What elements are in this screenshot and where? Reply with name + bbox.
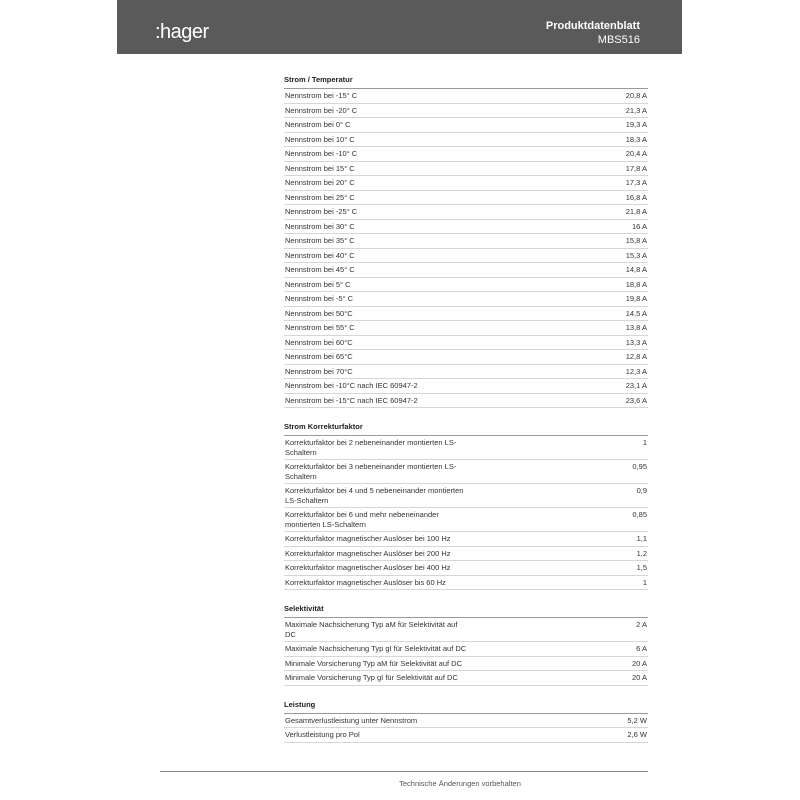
spec-value: 13,3 A bbox=[625, 337, 647, 347]
document-title: Produktdatenblatt bbox=[545, 20, 640, 32]
spec-section bbox=[284, 419, 648, 590]
spec-row bbox=[284, 147, 648, 162]
spec-row bbox=[284, 714, 648, 729]
spec-label: Nennstrom bei 50°C bbox=[285, 308, 353, 318]
spec-value: 1 bbox=[642, 438, 647, 447]
spec-section bbox=[284, 601, 648, 686]
spec-value: 2,6 W bbox=[627, 730, 647, 739]
spec-row bbox=[284, 133, 648, 148]
spec-value: 23,1 A bbox=[625, 381, 647, 390]
spec-value: 1,5 bbox=[636, 563, 647, 572]
spec-value: 1,2 bbox=[636, 548, 647, 558]
spec-row bbox=[284, 394, 648, 409]
spec-row bbox=[284, 278, 648, 293]
section-title: Selektivität bbox=[284, 601, 648, 618]
spec-value: 21,8 A bbox=[625, 207, 647, 216]
spec-value: 20,8 A bbox=[625, 91, 647, 100]
spec-row bbox=[284, 263, 648, 278]
spec-value: 19,8 A bbox=[625, 294, 647, 303]
spec-value: 16 A bbox=[631, 221, 647, 231]
spec-label: Korrekturfaktor bei 6 und mehr nebeneinander montierten LS-Schaltern bbox=[285, 510, 439, 529]
spec-row bbox=[284, 379, 648, 394]
spec-value: 0,95 bbox=[632, 462, 647, 471]
spec-row bbox=[284, 176, 648, 191]
spec-row bbox=[284, 436, 648, 460]
spec-value: 19,3 A bbox=[625, 120, 647, 129]
spec-section bbox=[284, 697, 648, 743]
spec-label: Nennstrom bei 20° C bbox=[285, 178, 355, 187]
spec-label: Nennstrom bei 10° C bbox=[285, 134, 355, 144]
spec-label: Minimale Vorsicherung Typ aM für Selektivität auf DC bbox=[285, 658, 463, 668]
spec-label: Nennstrom bei 45° C bbox=[285, 265, 355, 274]
page-header bbox=[117, 0, 682, 54]
spec-label: Nennstrom bei 15° C bbox=[285, 163, 355, 173]
spec-label: Nennstrom bei 40° C bbox=[285, 250, 355, 260]
spec-row bbox=[284, 104, 648, 119]
spec-label: Nennstrom bei 0° C bbox=[285, 120, 351, 129]
spec-label: Nennstrom bei -10° C bbox=[285, 149, 358, 158]
spec-label: Nennstrom bei 35° C bbox=[285, 236, 355, 245]
spec-label: Nennstrom bei -25° C bbox=[285, 207, 358, 216]
spec-row bbox=[284, 336, 648, 351]
spec-label: Korrekturfaktor magnetischer Auslöser bei 400 Hz bbox=[285, 563, 451, 572]
spec-label: Korrekturfaktor bei 2 nebeneinander montierten LS-Schaltern bbox=[285, 438, 457, 457]
spec-value: 14,5 A bbox=[625, 308, 647, 318]
spec-label: Nennstrom bei 70°C bbox=[285, 366, 353, 376]
datasheet-content bbox=[284, 72, 648, 754]
spec-value: 17,8 A bbox=[625, 163, 647, 173]
spec-label: Korrekturfaktor bei 3 nebeneinander montierten LS-Schaltern bbox=[285, 462, 457, 481]
spec-row bbox=[284, 191, 648, 206]
spec-label: Nennstrom bei 25° C bbox=[285, 192, 355, 202]
spec-row bbox=[284, 484, 648, 508]
spec-row bbox=[284, 118, 648, 133]
spec-value: 12,8 A bbox=[625, 352, 647, 361]
spec-value: 1,1 bbox=[636, 534, 647, 543]
spec-row bbox=[284, 162, 648, 177]
spec-value: 20 A bbox=[631, 658, 647, 668]
spec-label: Nennstrom bei 30° C bbox=[285, 221, 355, 231]
spec-value: 15,8 A bbox=[625, 236, 647, 245]
spec-row bbox=[284, 657, 648, 672]
spec-value: 18,8 A bbox=[625, 279, 647, 289]
spec-label: Nennstrom bei -15° C bbox=[285, 91, 358, 100]
spec-label: Maximale Nachsicherung Typ gI für Selektivität auf DC bbox=[285, 644, 467, 653]
spec-row bbox=[284, 321, 648, 336]
spec-label: Nennstrom bei 60°C bbox=[285, 337, 353, 347]
spec-row bbox=[284, 249, 648, 264]
spec-label: Maximale Nachsicherung Typ aM für Selektivität auf DC bbox=[285, 620, 458, 639]
spec-label: Korrekturfaktor magnetischer Auslöser bis 60 Hz bbox=[285, 577, 446, 587]
spec-row bbox=[284, 576, 648, 591]
spec-value: 12,3 A bbox=[625, 366, 647, 376]
spec-row bbox=[284, 671, 648, 686]
spec-label: Nennstrom bei -10°C nach IEC 60947-2 bbox=[285, 381, 418, 390]
spec-label: Korrekturfaktor magnetischer Auslöser bei 100 Hz bbox=[285, 534, 451, 543]
spec-row bbox=[284, 532, 648, 547]
spec-row bbox=[284, 89, 648, 104]
spec-value: 5,2 W bbox=[627, 715, 647, 725]
spec-row bbox=[284, 508, 648, 532]
spec-value: 15,3 A bbox=[625, 250, 647, 260]
spec-value: 17,3 A bbox=[625, 178, 647, 187]
spec-row bbox=[284, 547, 648, 562]
hager-logo: :hager bbox=[155, 21, 209, 43]
spec-value: 13,8 A bbox=[625, 323, 647, 332]
spec-row bbox=[284, 365, 648, 380]
spec-row bbox=[284, 460, 648, 484]
spec-value: 16,8 A bbox=[625, 192, 647, 202]
spec-label: Gesamtverlustleistung unter Nennstrom bbox=[285, 715, 418, 725]
spec-value: 20,4 A bbox=[625, 149, 647, 158]
spec-label: Nennstrom bei -5° C bbox=[285, 294, 354, 303]
spec-value: 18,3 A bbox=[625, 134, 647, 144]
spec-value: 2 A bbox=[636, 620, 647, 629]
spec-row bbox=[284, 728, 648, 743]
spec-row bbox=[284, 292, 648, 307]
product-code: MBS516 bbox=[597, 34, 640, 46]
spec-row bbox=[284, 205, 648, 220]
spec-row bbox=[284, 234, 648, 249]
spec-value: 6 A bbox=[636, 644, 647, 653]
spec-value: 0,9 bbox=[636, 486, 647, 495]
spec-label: Nennstrom bei 65°C bbox=[285, 352, 353, 361]
spec-label: Minimale Vorsicherung Typ gI für Selektivität auf DC bbox=[285, 673, 458, 682]
footer-note: Technische Änderungen vorbehalten bbox=[399, 779, 521, 788]
spec-row bbox=[284, 220, 648, 235]
spec-value: 20 A bbox=[631, 673, 647, 682]
section-title: Strom Korrekturfaktor bbox=[284, 419, 648, 436]
spec-section bbox=[284, 72, 648, 408]
spec-row bbox=[284, 618, 648, 642]
spec-value: 1 bbox=[642, 577, 647, 587]
spec-row bbox=[284, 307, 648, 322]
spec-label: Nennstrom bei 55° C bbox=[285, 323, 355, 332]
spec-label: Korrekturfaktor bei 4 und 5 nebeneinander montierten LS-Schaltern bbox=[285, 486, 464, 505]
spec-row bbox=[284, 350, 648, 365]
spec-value: 23,6 A bbox=[625, 395, 647, 405]
section-title: Strom / Temperatur bbox=[284, 72, 648, 89]
section-title: Leistung bbox=[284, 697, 648, 714]
spec-value: 14,8 A bbox=[625, 265, 647, 274]
footer-divider bbox=[160, 771, 648, 772]
spec-label: Verlustleistung pro Pol bbox=[285, 730, 360, 739]
spec-label: Korrekturfaktor magnetischer Auslöser bei 200 Hz bbox=[285, 548, 451, 558]
spec-row bbox=[284, 642, 648, 657]
spec-label: Nennstrom bei -20° C bbox=[285, 105, 358, 115]
spec-value: 0,85 bbox=[632, 510, 647, 519]
spec-label: Nennstrom bei 5° C bbox=[285, 279, 351, 289]
spec-label: Nennstrom bei -15°C nach IEC 60947-2 bbox=[285, 395, 418, 405]
spec-value: 21,3 A bbox=[625, 105, 647, 115]
spec-row bbox=[284, 561, 648, 576]
